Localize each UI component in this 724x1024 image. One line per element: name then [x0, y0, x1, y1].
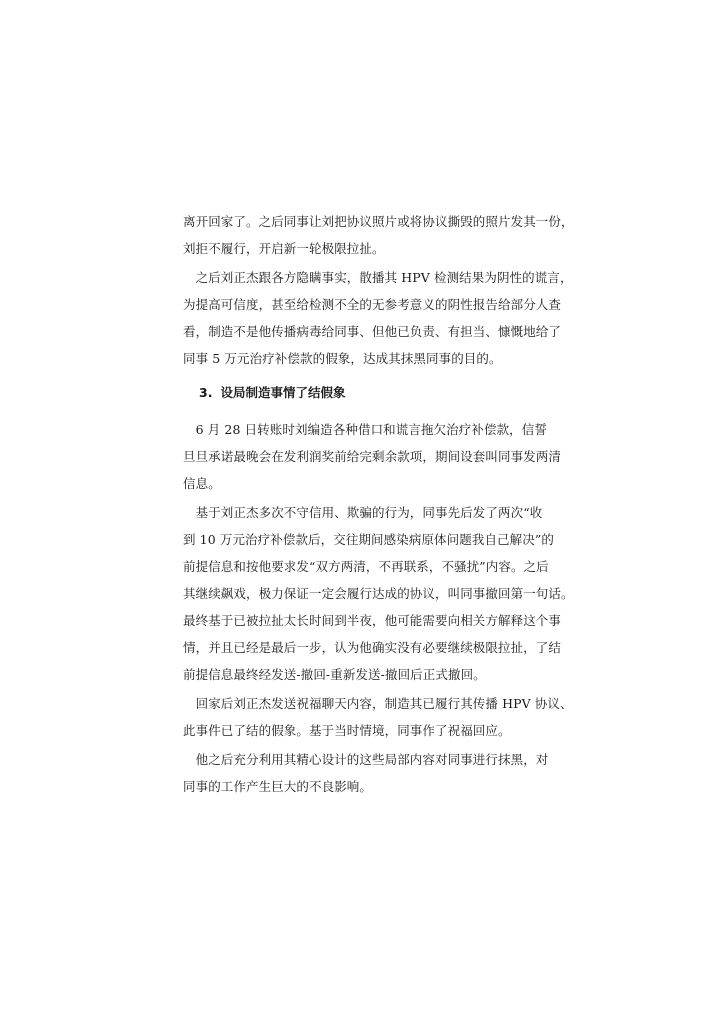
text-line: 看，制造不是他传播病毒给同事、但他已负责、有担当、慷慨地给了: [183, 324, 562, 339]
paragraph-3: [183, 416, 562, 497]
text-line: 回家后刘正杰发送祝福聊天内容，制造其已履行其传播 HPV 协议、: [183, 696, 573, 711]
text-line: 其继续飙戏，极力保证一定会履行达成的协议，叫同事撤回第一句话。: [183, 586, 574, 601]
text-line: 基于刘正杰多次不守信用、欺骗的行为，同事先后发了两次“收: [183, 505, 543, 520]
text-line: 同事的工作产生巨大的不良影响。: [183, 779, 373, 794]
section-heading: [199, 380, 553, 406]
paragraph-4: [183, 499, 574, 688]
paragraph-2: [183, 264, 573, 372]
text-line: 到 10 万元治疗补偿款后，交往期间感染病原体问题我自己解决”的: [183, 532, 554, 547]
text-line: 离开回家了。之后同事让刘把协议照片或将协议撕毁的照片发其一份，: [183, 214, 574, 229]
text-line: 旦旦承诺最晚会在发利润奖前给完剩余款项，期间设套叫同事发两清: [183, 449, 562, 464]
text-line: 刘拒不履行，开启新一轮极限拉扯。: [183, 241, 385, 256]
text-line: 同事 5 万元治疗补偿款的假象，达成其抹黑同事的目的。: [183, 351, 502, 366]
section-number: 3.: [199, 385, 213, 400]
text-line: 此事件已了结的假象。基于当时情境，同事作了祝福回应。: [183, 723, 511, 738]
text-line: 情，并且已经是最后一步，认为他确实没有必要继续极限拉扯，了结: [183, 640, 562, 655]
text-line: 为提高可信度，甚至给检测不全的无参考意义的阴性报告给部分人查: [183, 297, 562, 312]
text-line: 前提信息最终经发送-撤回-重新发送-撤回后正式撤回。: [183, 667, 486, 682]
document-body: [183, 208, 574, 802]
paragraph-6: [183, 746, 553, 800]
text-line: 之后刘正杰跟各方隐瞒事实，散播其 HPV 检测结果为阴性的谎言，: [183, 270, 573, 285]
paragraph-1: [183, 208, 574, 262]
section-title: 设局制造事情了结假象: [220, 385, 346, 400]
text-line: 最终基于已被拉扯太长时间到半夜，他可能需要向相关方解释这个事: [183, 613, 562, 628]
paragraph-5: [183, 690, 573, 744]
text-line: 他之后充分利用其精心设计的这些局部内容对同事进行抹黑，对: [183, 752, 549, 767]
text-line: 前提信息和按他要求发“双方两清，不再联系，不骚扰”内容。之后: [183, 559, 549, 574]
text-line: 6 月 28 日转账时刘编造各种借口和谎言拖欠治疗补偿款，信誓: [183, 422, 547, 437]
text-line: 信息。: [183, 476, 221, 491]
